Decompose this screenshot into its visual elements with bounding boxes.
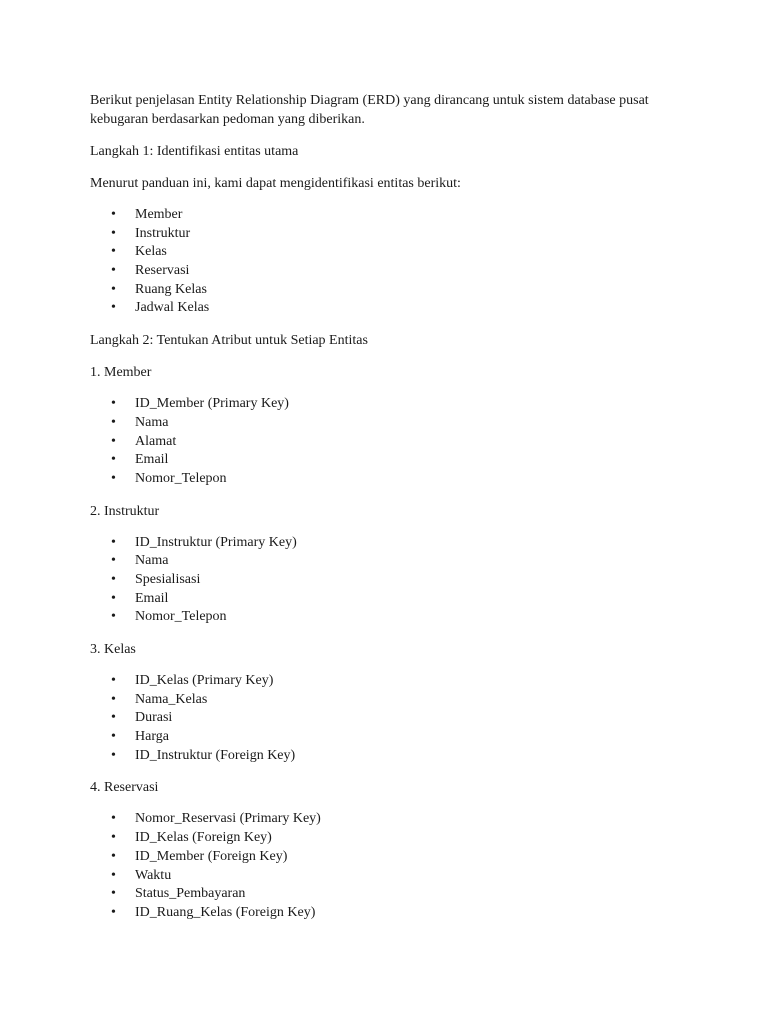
list-item [90, 451, 670, 470]
attribute-list-kelas [90, 672, 670, 765]
list-item [90, 829, 670, 848]
list-item [90, 262, 670, 281]
bullet-icon: • [111, 396, 116, 412]
list-item [90, 691, 670, 710]
list-item [90, 433, 670, 452]
bullet-icon: • [111, 225, 116, 241]
list-item [90, 885, 670, 904]
list-item [90, 848, 670, 867]
list-item [90, 608, 670, 627]
list-item-text: Kelas [135, 244, 167, 260]
list-item [90, 810, 670, 829]
list-item [90, 225, 670, 244]
list-item-text: ID_Ruang_Kelas (Foreign Key) [135, 904, 316, 920]
bullet-icon: • [111, 904, 116, 920]
bullet-icon: • [111, 433, 116, 449]
list-item-text: Instruktur [135, 225, 191, 241]
attribute-list-reservasi [90, 810, 670, 922]
list-item-text: Status_Pembayaran [135, 886, 246, 902]
intro-paragraph: Berikut penjelasan Entity Relationship Diagram (ERD) yang dirancang untuk sistem database pusat kebugaran berdasarkan pedoman yang diberikan. [90, 93, 649, 127]
list-item [90, 206, 670, 225]
step2-heading: Langkah 2: Tentukan Atribut untuk Setiap Entitas [90, 333, 368, 349]
list-item-text: Nama_Kelas [135, 691, 208, 707]
bullet-icon: • [111, 848, 116, 864]
list-item [90, 904, 670, 923]
bullet-icon: • [111, 867, 116, 883]
list-item [90, 281, 670, 300]
list-item [90, 243, 670, 262]
list-item [90, 414, 670, 433]
list-item [90, 571, 670, 590]
entity-title-reservasi: 4. Reservasi [90, 780, 159, 796]
bullet-icon: • [111, 571, 116, 587]
bullet-icon: • [111, 609, 116, 625]
list-item-text: Nomor_Telepon [135, 609, 227, 625]
bullet-icon: • [111, 553, 116, 569]
bullet-icon: • [111, 244, 116, 260]
bullet-icon: • [111, 710, 116, 726]
bullet-icon: • [111, 470, 116, 486]
bullet-icon: • [111, 534, 116, 550]
bullet-icon: • [111, 886, 116, 902]
attribute-list-member [90, 395, 670, 488]
entity-list [90, 206, 670, 318]
list-item-text: ID_Kelas (Primary Key) [135, 673, 274, 688]
bullet-icon: • [111, 281, 116, 297]
list-item-text: Waktu [135, 867, 172, 883]
list-item-text: ID_Member (Primary Key) [135, 396, 289, 412]
list-item-text: Alamat [135, 433, 177, 449]
list-item-text: Durasi [135, 710, 173, 726]
list-item-text: Nomor_Telepon [135, 470, 227, 486]
entity-title-member: 1. Member [90, 365, 152, 381]
list-item-text: Harga [135, 729, 169, 745]
list-item [90, 867, 670, 886]
bullet-icon: • [111, 263, 116, 279]
list-item-text: Member [135, 207, 183, 222]
step1-heading: Langkah 1: Identifikasi entitas utama [90, 144, 299, 159]
bullet-icon: • [111, 590, 116, 606]
list-item-text: Spesialisasi [135, 571, 201, 587]
list-item [90, 672, 670, 691]
list-item [90, 470, 670, 489]
list-item-text: Nama [135, 553, 169, 569]
list-item-text: Email [135, 590, 169, 606]
list-item [90, 395, 670, 414]
bullet-icon: • [111, 729, 116, 745]
list-item-text: Nomor_Reservasi (Primary Key) [135, 811, 321, 827]
bullet-icon: • [111, 300, 116, 316]
bullet-icon: • [111, 691, 116, 707]
list-item-text: ID_Instruktur (Foreign Key) [135, 747, 296, 763]
list-item [90, 728, 670, 747]
entity-title-kelas: 3. Kelas [90, 642, 136, 657]
step1-lead: Menurut panduan ini, kami dapat mengidentifikasi entitas berikut: [90, 176, 461, 191]
bullet-icon: • [111, 747, 116, 763]
list-item-text: Nama [135, 414, 169, 430]
list-item-text: ID_Instruktur (Primary Key) [135, 534, 297, 550]
list-item [90, 552, 670, 571]
bullet-icon: • [111, 207, 116, 222]
list-item [90, 590, 670, 609]
list-item-text: Reservasi [135, 263, 190, 279]
bullet-icon: • [111, 452, 116, 468]
bullet-icon: • [111, 414, 116, 430]
list-item [90, 299, 670, 318]
attribute-list-instruktur [90, 534, 670, 627]
list-item-text: Ruang Kelas [135, 281, 207, 297]
bullet-icon: • [111, 811, 116, 827]
list-item-text: Email [135, 452, 169, 468]
list-item-text: ID_Kelas (Foreign Key) [135, 830, 272, 846]
list-item [90, 709, 670, 728]
list-item-text: ID_Member (Foreign Key) [135, 848, 288, 864]
document-page [90, 91, 670, 936]
list-item-text: Jadwal Kelas [135, 300, 210, 316]
bullet-icon: • [111, 830, 116, 846]
bullet-icon: • [111, 673, 116, 688]
entity-title-instruktur: 2. Instruktur [90, 503, 160, 519]
list-item [90, 747, 670, 766]
list-item [90, 534, 670, 553]
